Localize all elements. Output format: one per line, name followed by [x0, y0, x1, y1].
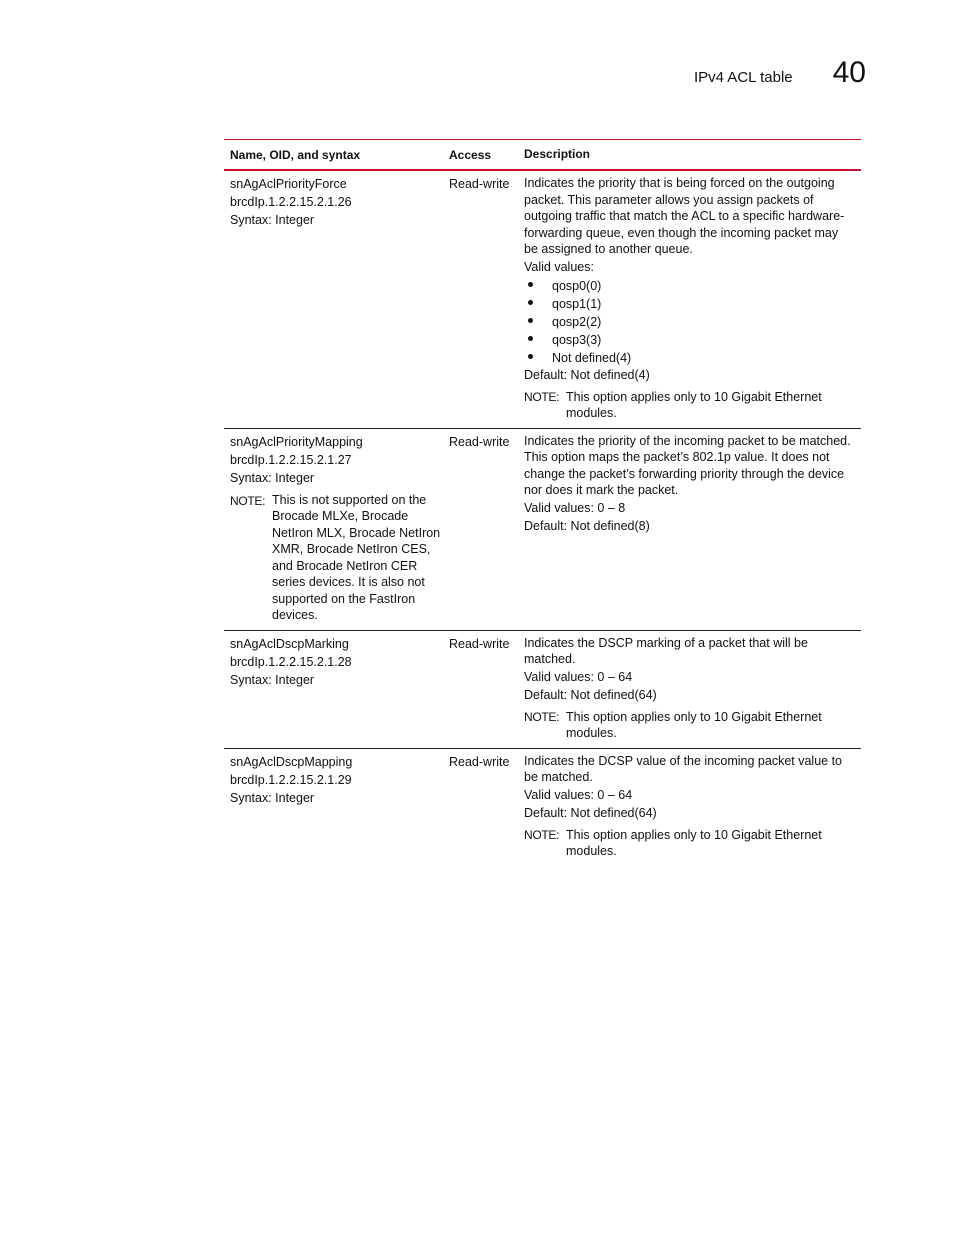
note-label: NOTE:: [524, 389, 560, 404]
note-label: NOTE:: [230, 493, 266, 508]
column-header-description: Description: [524, 147, 591, 162]
table-row: [224, 171, 861, 429]
note-text: This option applies only to 10 Gigabit Ethernet modules.: [566, 827, 822, 858]
chapter-number: 40: [832, 56, 866, 89]
object-oid: brcdIp.1.2.2.15.2.1.28: [230, 654, 352, 669]
list-item: Not defined(4): [524, 349, 851, 367]
note-label: NOTE:: [524, 827, 560, 842]
note: [524, 389, 851, 422]
description-cell: [524, 753, 861, 860]
table-row: [224, 631, 861, 749]
column-header-access: Access: [449, 147, 492, 162]
object-syntax: Syntax: Integer: [230, 470, 315, 485]
default-value: Default: Not defined(8): [524, 519, 650, 533]
description-cell: [524, 635, 861, 742]
mib-table: [224, 139, 861, 866]
section-title: IPv4 ACL table: [693, 69, 793, 86]
note: [524, 827, 851, 860]
name-cell: [224, 433, 449, 624]
default-value: Default: Not defined(64): [524, 688, 657, 702]
note-text: This is not supported on the Brocade MLXe, Brocade NetIron MLX, Brocade NetIron XMR, Brocade NetIron CES, and Brocade NetIron CER series devices. It is also not supported on the FastIron devices.: [272, 492, 441, 622]
valid-values-list: [524, 277, 851, 367]
name-cell: [224, 753, 449, 860]
object-syntax: Syntax: Integer: [230, 213, 315, 227]
access-cell: Read-write: [449, 636, 510, 651]
list-item: qosp2(2): [524, 313, 851, 331]
object-name: snAgAclDscpMapping: [230, 754, 353, 769]
description-cell: [524, 433, 861, 624]
access-cell: Read-write: [449, 434, 510, 449]
object-name: snAgAclDscpMarking: [230, 636, 349, 651]
access-cell: Read-write: [449, 177, 510, 191]
valid-values: Valid values:: [524, 260, 594, 274]
table-row: [224, 749, 861, 866]
note: [230, 492, 449, 624]
description-text: Indicates the DCSP value of the incoming packet value to be matched.: [524, 753, 843, 784]
note-text: This option applies only to 10 Gigabit Ethernet modules.: [566, 709, 822, 740]
object-oid: brcdIp.1.2.2.15.2.1.29: [230, 772, 352, 787]
name-cell: [224, 175, 449, 422]
table-header: [224, 139, 861, 171]
list-item: qosp0(0): [524, 277, 851, 295]
note-text: This option applies only to 10 Gigabit Ethernet modules.: [566, 389, 822, 420]
default-value: Default: Not defined(64): [524, 806, 657, 820]
list-item: qosp1(1): [524, 295, 851, 313]
description-cell: [524, 175, 861, 422]
description-text: Indicates the priority of the incoming packet to be matched. This option maps the packet’s 802.1p value. It does not change the packet’s forwarding priority through the device nor does it mark the packet.: [524, 433, 851, 497]
valid-values: Valid values: 0 – 64: [524, 670, 633, 684]
object-syntax: Syntax: Integer: [230, 672, 315, 687]
column-header-name: Name, OID, and syntax: [230, 147, 361, 162]
object-name: snAgAclPriorityForce: [230, 177, 347, 191]
default-value: Default: Not defined(4): [524, 368, 650, 382]
description-text: Indicates the DSCP marking of a packet that will be matched.: [524, 635, 808, 666]
object-name: snAgAclPriorityMapping: [230, 434, 363, 449]
object-syntax: Syntax: Integer: [230, 790, 315, 805]
description-text: Indicates the priority that is being forced on the outgoing packet. This parameter allows you assign packets of outgoing traffic that match the ACL to a specific hardware-forwarding queue, even though the incoming packet may be assigned to another queue.: [524, 176, 845, 256]
object-oid: brcdIp.1.2.2.15.2.1.26: [230, 195, 352, 209]
access-cell: Read-write: [449, 754, 510, 769]
name-cell: [224, 635, 449, 742]
note: [524, 709, 851, 742]
valid-values: Valid values: 0 – 8: [524, 501, 626, 515]
object-oid: brcdIp.1.2.2.15.2.1.27: [230, 452, 352, 467]
valid-values: Valid values: 0 – 64: [524, 788, 633, 802]
note-label: NOTE:: [524, 709, 560, 724]
page-header: [694, 56, 866, 90]
list-item: qosp3(3): [524, 331, 851, 349]
table-row: [224, 429, 861, 631]
